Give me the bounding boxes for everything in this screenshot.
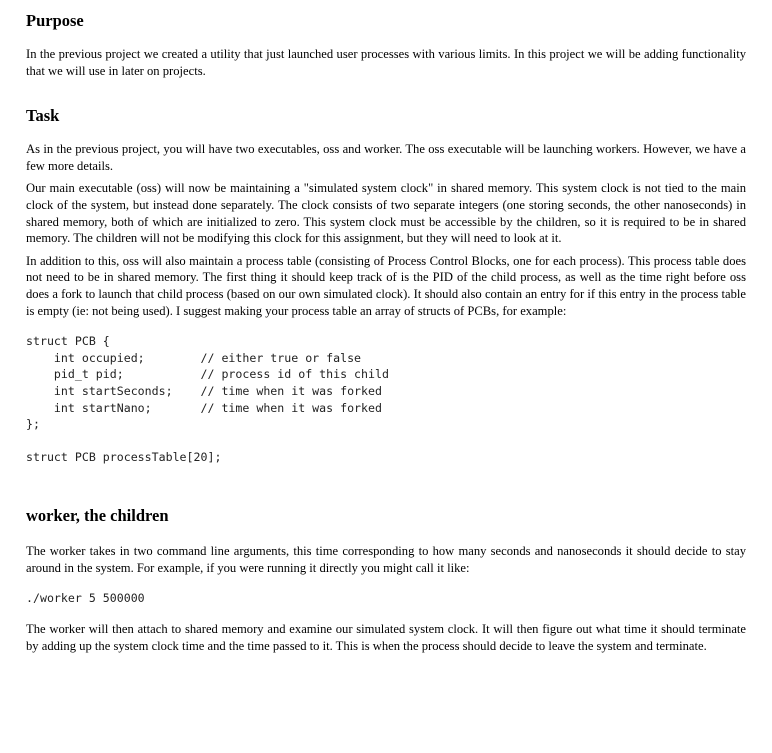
process-table-code: struct PCB processTable[20];	[26, 449, 222, 464]
worker-command-code: ./worker 5 500000	[26, 591, 145, 606]
task-paragraph-1: As in the previous project, you will have two executables, oss and worker. The oss executable will be launching workers. However, we have a few more details.	[26, 142, 746, 173]
worker-paragraph-2: The worker will then attach to shared memory and examine our simulated system clock. It will then figure out what time it should terminate by adding up the system clock time and the time passed to it. This is when the process should decide to leave the system and terminate.	[26, 622, 746, 653]
task-heading: Task	[26, 106, 60, 126]
task-paragraph-3: In addition to this, oss will also maintain a process table (consisting of Process Control Blocks, one for each process). This process table does not need to be in shared memory. The first thing it should keep track of is the PID of the child process, as well as the time right before oss does a fork to launch that child process (based on our own simulated clock). It should also contain an entry for if this entry in the process table is empty (ie: not being used). I suggest making your process table an array of structs of PCBs, for example:	[26, 253, 746, 318]
purpose-heading: Purpose	[26, 11, 84, 30]
pcb-struct-code: struct PCB { int occupied; // either true or false pid_t pid; // process id of this child int startSeconds; // time when it was forked int startNano; // time when it was forked };	[26, 334, 389, 432]
task-paragraph-2: Our main executable (oss) will now be maintaining a "simulated system clock" in shared memory. This system clock is not tied to the main clock of the system, but instead done separately. The clock consists of two separate integers (one storing seconds, the other nanoseconds) in shared memory, both of which are initialized to zero. This system clock must be accessible by the children, so it is required to be in shared memory. The children will not be modifying this clock for this assignment, but they will need to look at it.	[26, 181, 746, 246]
purpose-paragraph: In the previous project we created a utility that just launched user processes with various limits. In this project we will be adding functionality that we will use in later on projects.	[26, 47, 746, 78]
worker-heading: worker, the children	[26, 506, 169, 526]
worker-paragraph-1: The worker takes in two command line arguments, this time corresponding to how many seconds and nanoseconds it should decide to stay around in the system. For example, if you were running it directly you might call it like:	[26, 544, 746, 575]
